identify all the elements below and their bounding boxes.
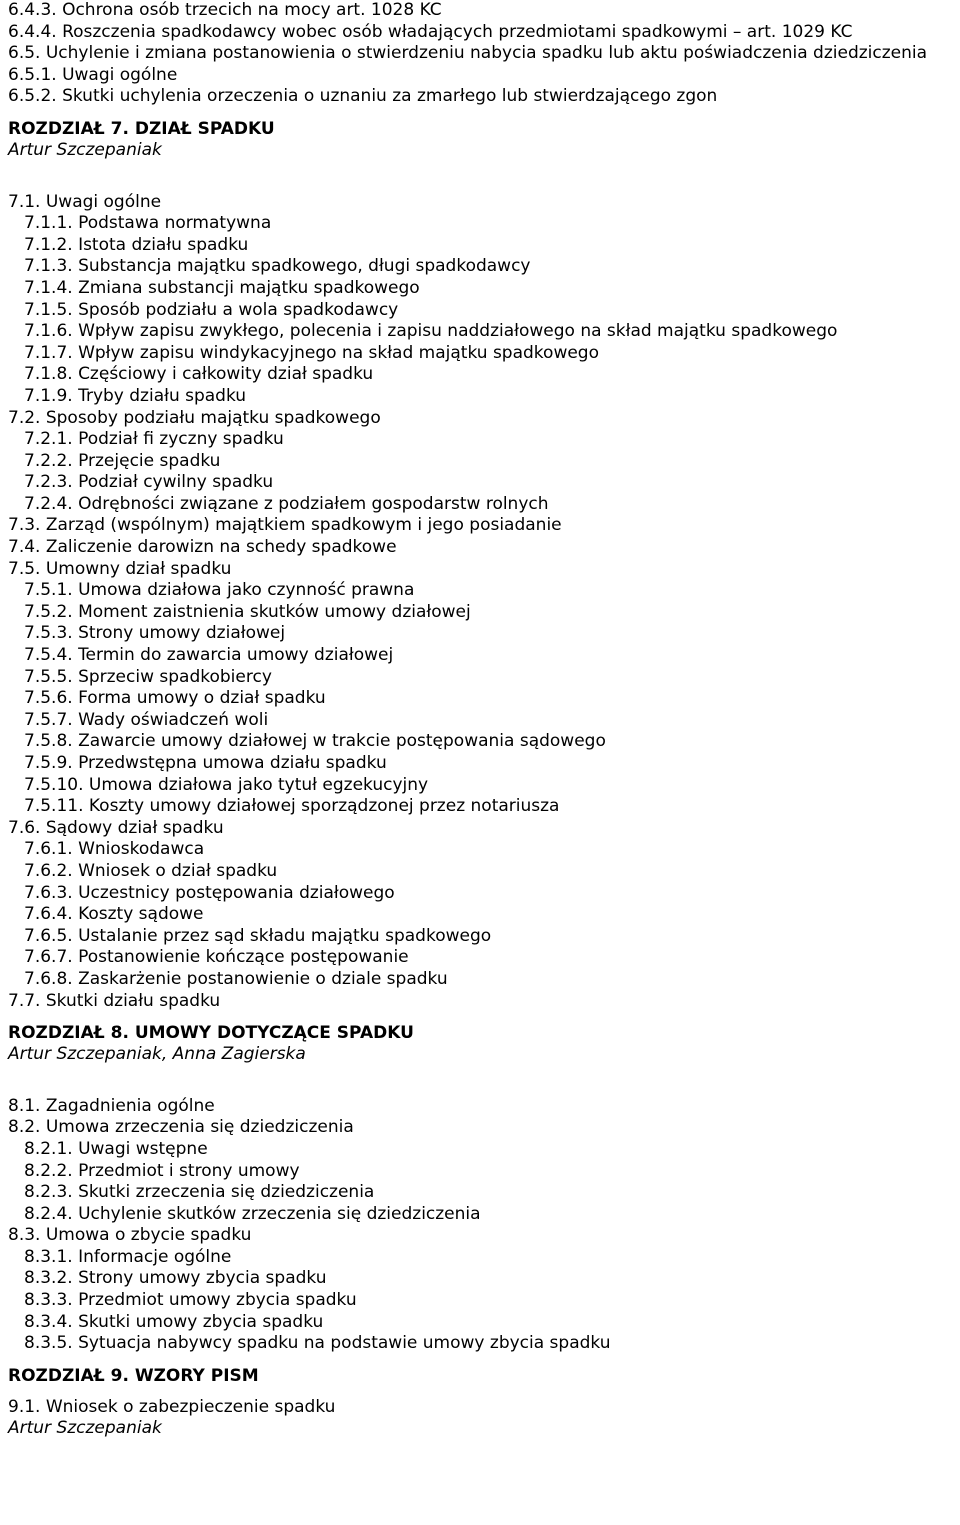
toc-entry: 7.2.2. Przejęcie spadku xyxy=(24,450,221,471)
toc-entry: 8.1. Zagadnienia ogólne xyxy=(8,1095,215,1116)
toc-entry: 7.1.8. Częściowy i całkowity dział spadku xyxy=(24,364,374,385)
toc-entry: 7.5.6. Forma umowy o dział spadku xyxy=(24,688,326,709)
toc-entry: 8.2.3. Skutki zrzeczenia się dziedziczenia xyxy=(24,1182,375,1203)
toc-entry: 7.2.1. Podział fi zyczny spadku xyxy=(24,429,284,450)
toc-entry: 8.2.1. Uwagi wstępne xyxy=(24,1138,208,1159)
chapter-7-toc xyxy=(8,192,960,1013)
toc-entry: 8.3.5. Sytuacja nabywcy spadku na podstawie umowy zbycia spadku xyxy=(24,1333,611,1354)
toc-entry: 7.6. Sądowy dział spadku xyxy=(8,817,224,838)
toc-entry: 8.3.1. Informacje ogólne xyxy=(24,1246,232,1267)
toc-entry: 9.1. Wniosek o zabezpieczenie spadku xyxy=(8,1396,336,1417)
toc-entry: 6.4.4. Roszczenia spadkodawcy wobec osób władających przedmiotami spadkowymi – art. 1029 KC xyxy=(8,21,853,42)
toc-entry: 7.6.3. Uczestnicy postępowania działowego xyxy=(24,882,395,903)
chapter-7-heading: ROZDZIAŁ 7. DZIAŁ SPADKU xyxy=(8,118,275,139)
toc-entry: 7.5.9. Przedwstępna umowa działu spadku xyxy=(24,753,387,773)
toc-entry: 7.1.1. Podstawa normatywna xyxy=(24,213,272,234)
toc-entry: 6.4.3. Ochrona osób trzecich na mocy art. 1028 KC xyxy=(8,0,442,20)
toc-entry: 7.2.4. Odrębności związane z podziałem gospodarstw rolnych xyxy=(24,493,549,514)
toc-entry: 6.5. Uchylenie i zmiana postanowienia o stwierdzeniu nabycia spadku lub aktu poświadczenia dziedziczenia xyxy=(8,43,928,64)
toc-entry: 7.6.5. Ustalanie przez sąd składu majątku spadkowego xyxy=(24,925,492,946)
chapter-7-author: Artur Szczepaniak xyxy=(8,139,162,160)
toc-entry: 7.1.2. Istota działu spadku xyxy=(24,234,249,255)
toc-entry: 7.7. Skutki działu spadku xyxy=(8,990,221,1011)
toc-entry: 7.1.4. Zmiana substancji majątku spadkowego xyxy=(24,277,420,298)
toc-entry: 7.5.11. Koszty umowy działowej sporządzonej przez notariusza xyxy=(24,796,560,817)
toc-entry: 7.1.6. Wpływ zapisu zwykłego, polecenia i zapisu naddziałowego na skład majątku spadkowego xyxy=(24,321,838,342)
toc-entry: 7.5.3. Strony umowy działowej xyxy=(24,623,286,644)
toc-entry: 7.5.7. Wady oświadczeń woli xyxy=(24,709,269,730)
toc-entry: 7.5. Umowny dział spadku xyxy=(8,558,232,579)
chapter-9-author: Artur Szczepaniak xyxy=(8,1418,162,1439)
toc-entry: 6.5.2. Skutki uchylenia orzeczenia o uznaniu za zmarłego lub stwierdzającego zgon xyxy=(8,86,718,107)
chapter-8-author: Artur Szczepaniak, Anna Zagierska xyxy=(8,1044,306,1065)
chapter-8-toc xyxy=(8,1096,960,1355)
chapter-9-heading: ROZDZIAŁ 9. WZORY PISM xyxy=(8,1365,259,1386)
toc-entry: 8.3.3. Przedmiot umowy zbycia spadku xyxy=(24,1290,357,1311)
chapter-8-heading: ROZDZIAŁ 8. UMOWY DOTYCZĄCE SPADKU xyxy=(8,1023,414,1044)
toc-entry: 7.6.8. Zaskarżenie postanowienie o dziale spadku xyxy=(24,968,448,989)
toc-entry: 7.5.1. Umowa działowa jako czynność prawna xyxy=(24,580,415,601)
toc-entry: 7.5.10. Umowa działowa jako tytuł egzekucyjny xyxy=(24,774,429,795)
chapter-9-toc xyxy=(8,1397,960,1419)
toc-entry: 7.2. Sposoby podziału majątku spadkowego xyxy=(8,407,381,428)
toc-entry: 7.6.2. Wniosek o dział spadku xyxy=(24,860,278,881)
toc-entry: 7.5.8. Zawarcie umowy działowej w trakcie postępowania sądowego xyxy=(24,731,606,752)
toc-entry: 8.3.4. Skutki umowy zbycia spadku xyxy=(24,1311,324,1332)
toc-entry: 8.3.2. Strony umowy zbycia spadku xyxy=(24,1268,327,1289)
toc-entry: 7.1. Uwagi ogólne xyxy=(8,191,162,212)
toc-entry: 7.6.1. Wnioskodawca xyxy=(24,839,205,860)
toc-entry: 8.3. Umowa o zbycie spadku xyxy=(8,1225,252,1246)
toc-entry: 8.2. Umowa zrzeczenia się dziedziczenia xyxy=(8,1117,354,1138)
toc-entry: 7.6.7. Postanowienie kończące postępowanie xyxy=(24,947,409,968)
toc-entry: 7.1.7. Wpływ zapisu windykacyjnego na skład majątku spadkowego xyxy=(24,342,600,363)
toc-entry: 7.6.4. Koszty sądowe xyxy=(24,904,204,925)
toc-entry: 6.5.1. Uwagi ogólne xyxy=(8,64,178,85)
toc-entry: 7.1.3. Substancja majątku spadkowego, długi spadkodawcy xyxy=(24,256,531,277)
toc-entry: 8.2.2. Przedmiot i strony umowy xyxy=(24,1160,300,1181)
toc-entry: 7.1.9. Tryby działu spadku xyxy=(24,385,247,406)
toc-entry: 7.5.2. Moment zaistnienia skutków umowy działowej xyxy=(24,601,471,622)
top-items-list xyxy=(8,0,960,108)
toc-entry: 7.4. Zaliczenie darowizn na schedy spadkowe xyxy=(8,537,397,558)
toc-entry: 7.3. Zarząd (wspólnym) majątkiem spadkowym i jego posiadanie xyxy=(8,515,562,536)
toc-entry: 8.2.4. Uchylenie skutków zrzeczenia się dziedziczenia xyxy=(24,1203,481,1224)
toc-entry: 7.5.4. Termin do zawarcia umowy działowej xyxy=(24,645,394,666)
toc-entry: 7.5.5. Sprzeciw spadkobiercy xyxy=(24,666,272,687)
toc-entry: 7.2.3. Podział cywilny spadku xyxy=(24,472,274,493)
toc-entry: 7.1.5. Sposób podziału a wola spadkodawcy xyxy=(24,299,399,320)
